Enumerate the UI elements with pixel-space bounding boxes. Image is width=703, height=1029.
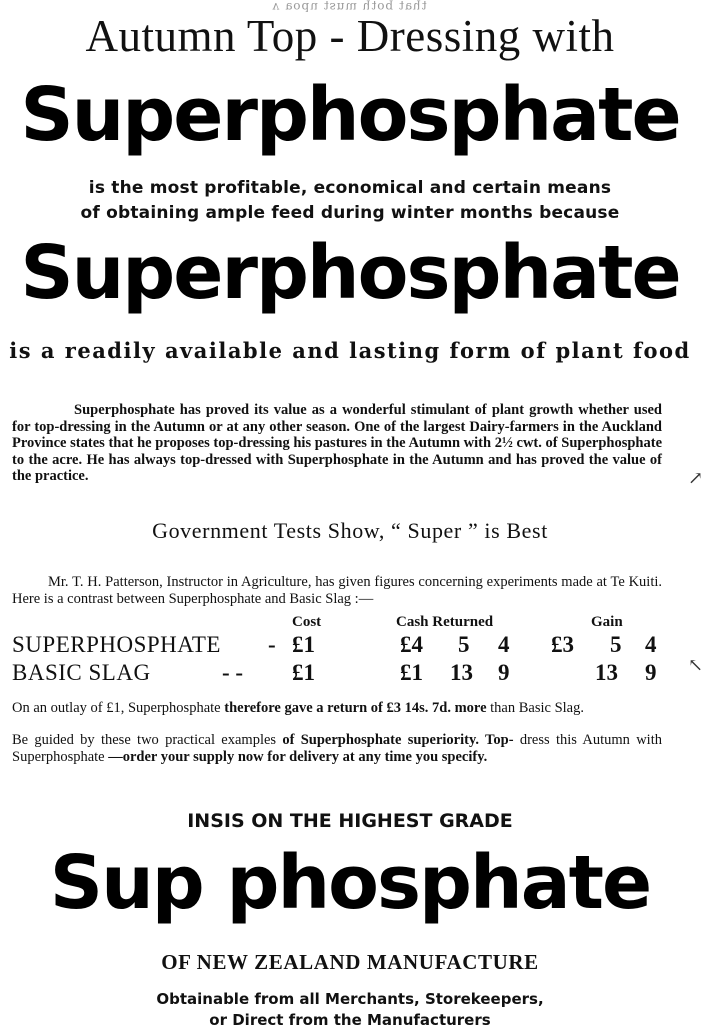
row-dash: -: [268, 632, 276, 657]
row-cost: £1: [292, 660, 315, 685]
row-cash-pence: 4: [498, 632, 510, 657]
row-gain-shillings: 13: [595, 660, 618, 685]
brand-wordmark-top: Superphosphate: [20, 72, 680, 158]
outlay-text-b: therefore gave a return of £3 14s. 7d. more: [224, 700, 487, 716]
guided-text-b: of Superphosphate superiority. Top-: [282, 732, 514, 748]
table-header-cost: Cost: [292, 614, 322, 630]
guided-text-a: Be guided by these two practical examples: [12, 732, 283, 748]
table-row-superphosphate: [0, 632, 700, 662]
row-name: SUPERPHOSPHATE: [12, 632, 221, 657]
body-paragraph-guided: [12, 732, 662, 765]
row-gain-shillings: 5: [610, 632, 622, 657]
row-cash-shillings: 5: [458, 632, 470, 657]
ad-title: Autumn Top - Dressing with: [85, 11, 615, 61]
row-cash-shillings: 13: [450, 660, 473, 685]
brand-wordmark-bottom: Sup phosphate: [49, 840, 651, 926]
tagline-line-2: of obtaining ample feed during winter months because: [80, 203, 620, 223]
row-cash-pounds: £4: [400, 632, 423, 657]
obtainable-line-1: Obtainable from all Merchants, Storekeepers,: [156, 990, 544, 1008]
body-paragraph-value: Superphosphate has proved its value as a wonderful stimulant of plant growth whether used for top-dressing in the Autumn or at any other season. One of the largest Dairy-farmers in the Auckland Province states that he proposes top-dressing his pastures in the Autumn with 2½ cwt. of Superphosphate to the acre. He has always top-dressed with Superphosphate in the Autumn and has proved the value of the practice.: [12, 402, 662, 484]
body-paragraph-patterson: Mr. T. H. Patterson, Instructor in Agriculture, has given figures concerning experiments made at Te Kuiti. Here is a contrast between Superphosphate and Basic Slag :—: [12, 574, 662, 607]
row-cash-pounds: £1: [400, 660, 423, 685]
outlay-text-c: than Basic Slag.: [486, 700, 584, 716]
nz-manufacture-line: OF NEW ZEALAND MANUFACTURE: [161, 950, 539, 974]
obtainable-line-2: or Direct from the Manufacturers: [209, 1011, 491, 1029]
guided-text-c: dress this Autumn with Superphosphate: [12, 732, 662, 765]
tagline-line-1: is the most profitable, economical and certain means: [88, 178, 612, 198]
government-tests-heading: Government Tests Show, “ Super ” is Best: [152, 518, 548, 543]
row-gain-pence: 9: [645, 660, 657, 685]
outlay-text-a: On an outlay of £1, Superphosphate: [12, 700, 225, 716]
row-gain-pence: 4: [645, 632, 657, 657]
row-gain-pounds: £3: [551, 632, 574, 657]
guided-text-d: —order your supply now for delivery at any time you specify.: [108, 748, 488, 765]
table-header-gain: Gain: [591, 614, 623, 630]
insist-highest-grade: INSIS ON THE HIGHEST GRADE: [187, 810, 513, 832]
edge-mark-icon: ↗: [688, 468, 703, 489]
plant-food-statement: is a readily available and lasting form of plant food: [9, 338, 691, 363]
row-cash-pence: 9: [498, 660, 510, 685]
row-name: BASIC SLAG: [12, 660, 151, 685]
bleed-through-text: v ɐodu ʇsnɯ ɥʇoq ʇɐɥʇ: [272, 0, 428, 14]
table-header-cash-returned: Cash Returned: [396, 614, 494, 630]
row-cost: £1: [292, 632, 315, 657]
row-dash: - -: [222, 660, 244, 685]
body-paragraph-outlay: [12, 700, 662, 717]
brand-wordmark-middle: Superphosphate: [20, 230, 680, 316]
table-row-basic-slag: [0, 660, 700, 690]
edge-mark-icon: ↖: [688, 655, 703, 676]
